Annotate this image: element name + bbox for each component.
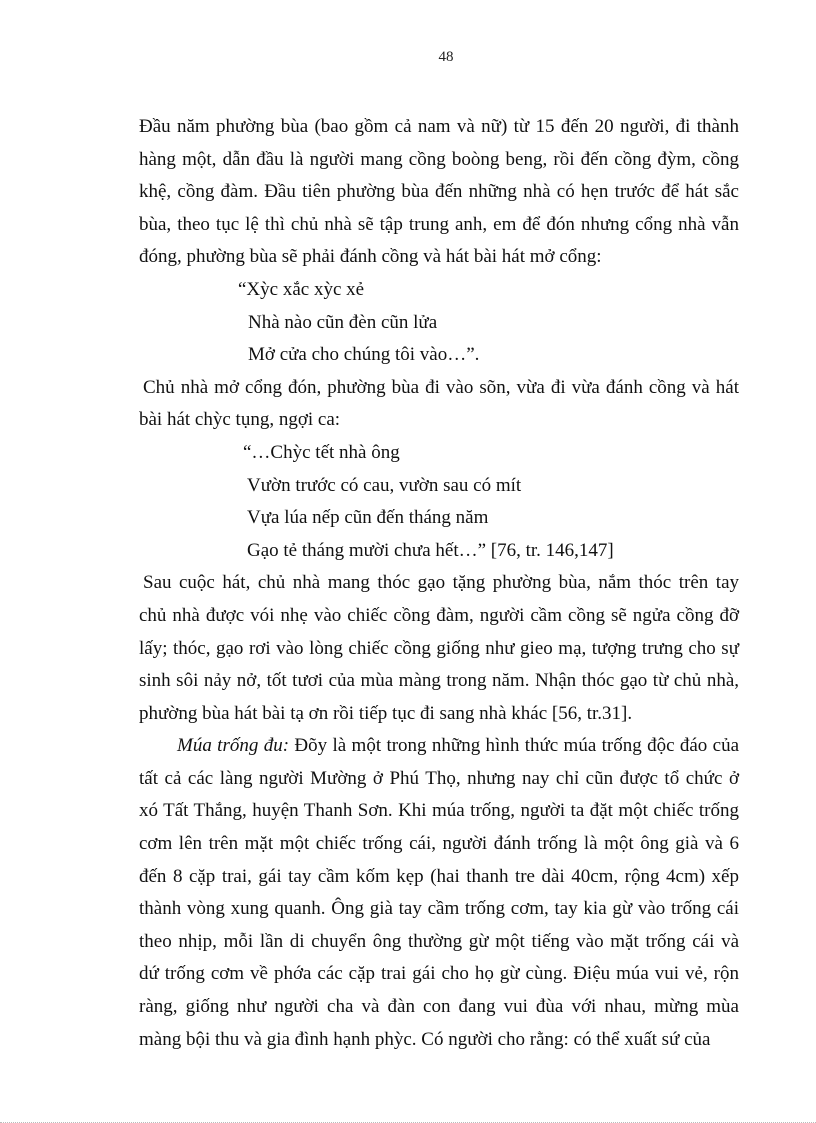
document-body (139, 111, 739, 1056)
text-line: dứ trống cơm về phớa các cặp trai gái cho họ gừ cùng. Điệu múa vui vẻ, rộn (139, 963, 739, 985)
text-line (139, 730, 739, 763)
text-line: thành vòng xung quanh. Ông già tay cầm trống cơm, tay kia gừ vào trống cái (139, 898, 739, 920)
text-line: bài hát chỳc tụng, ngợi ca: (139, 409, 341, 431)
text-line: theo nhịp, mỗi lần di chuyển ông thường gừ một tiếng vào mặt trống cái và (139, 930, 739, 952)
text-line: xó Tất Thắng, huyện Thanh Sơn. Khi múa trống, người ta đặt một chiếc trống (139, 800, 739, 822)
text-line: Chủ nhà mở cổng đón, phường bùa đi vào sõn, vừa đi vừa đánh cồng và hát (143, 376, 739, 398)
text-line: chủ nhà được vói nhẹ vào chiếc cồng đàm, người cầm cồng sẽ ngửa cồng đỡ (139, 604, 739, 626)
text-line: Sau cuộc hát, chủ nhà mang thóc gạo tặng phường bùa, nắm thóc trên tay (143, 572, 739, 594)
section-heading-inline: Múa trống đu: (177, 735, 290, 757)
page-bottom-border (0, 1112, 816, 1123)
text-line: tất cả các làng người Mường ở Phú Thọ, nhưng nay chỉ cũn được tổ chức ở (139, 767, 739, 789)
page-number: 48 (438, 49, 454, 65)
text-line: hàng một, dẫn đầu là người mang cồng boòng beng, rồi đến cồng đỳm, cồng (139, 148, 739, 170)
verse-line: Nhà nào cũn đèn cũn lửa (248, 311, 438, 333)
verse-line: “Xỳc xắc xỳc xẻ (238, 278, 365, 300)
verse-block (139, 437, 739, 567)
verse-line: Mở cửa cho chúng tôi vào…”. (248, 344, 480, 366)
verse-line: Vườn trước có cau, vườn sau có mít (247, 474, 522, 496)
text-line: sinh sôi nảy nở, tốt tươi của mùa màng trong năm. Nhận thóc gạo từ chủ nhà, (139, 670, 739, 692)
text-line: Đầu năm phường bùa (bao gồm cả nam và nữ) từ 15 đến 20 người, đi thành (139, 116, 739, 137)
text-line: lấy; thóc, gạo rơi vào lòng chiếc cồng giống như gieo mạ, tượng trưng cho sự (139, 637, 739, 659)
verse-line: Gạo tẻ tháng mười chưa hết…” [76, tr. 146,147] (247, 539, 614, 561)
text-fragment: Đõy là một trong những hình thức múa trống độc đáo của (289, 735, 740, 757)
text-line: khệ, cồng đàm. Đầu tiên phường bùa đến những nhà có hẹn trước để hát sắc (139, 181, 739, 203)
text-line: ràng, giống như người cha và đàn con đang vui đùa với nhau, mừng mùa (139, 996, 739, 1018)
verse-block (139, 274, 739, 372)
verse-line: Vựa lúa nếp cũn đến tháng năm (247, 507, 489, 529)
text-line: phường bùa hát bài tạ ơn rồi tiếp tục đi sang nhà khác [56, tr.31]. (139, 702, 633, 724)
text-line: bùa, theo tục lệ thì chủ nhà sẽ tập trung anh, em để đón nhưng cổng nhà vẫn (139, 213, 739, 235)
verse-line: “…Chỳc tết nhà ông (243, 441, 400, 463)
text-line: màng bội thu và gia đình hạnh phỳc. Có người cho rằng: có thể xuất sứ của (139, 1028, 711, 1050)
text-line: cơm lên trên mặt một chiếc trống cái, người đánh trống là một ông già và 6 (139, 833, 739, 855)
text-line: đóng, phường bùa sẽ phải đánh cồng và hát bài hát mở cổng: (139, 246, 602, 268)
text-line: đến 8 cặp trai, gái tay cầm kốm kẹp (hai thanh tre dài 40cm, rộng 4cm) xếp (139, 865, 739, 887)
